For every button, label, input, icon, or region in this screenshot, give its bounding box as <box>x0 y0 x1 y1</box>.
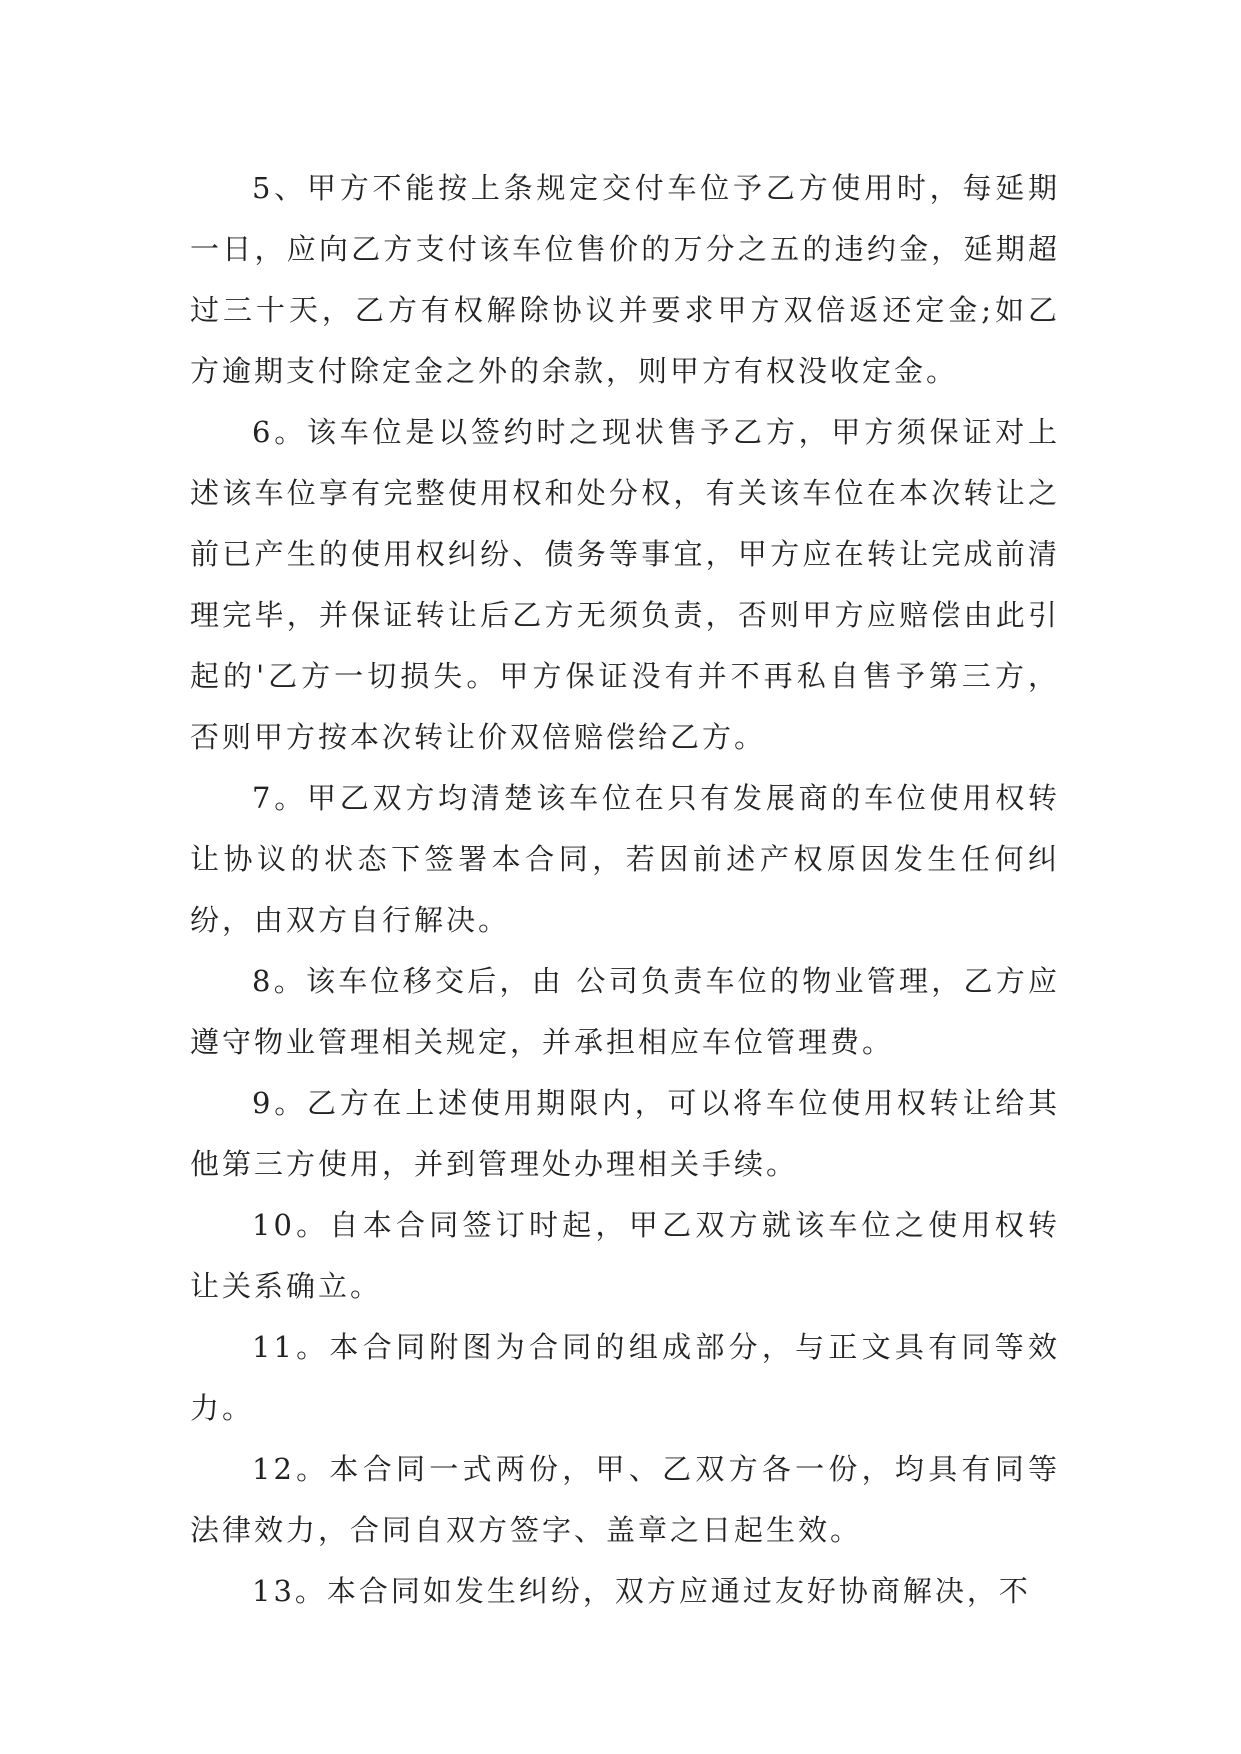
clause-11: 11。本合同附图为合同的组成部分，与正文具有同等效力。 <box>190 1330 1060 1425</box>
contract-body <box>190 158 1060 1622</box>
clause-8: 8。该车位移交后，由 公司负责车位的物业管理，乙方应遵守物业管理相关规定，并承担相应车位管理费。 <box>190 964 1060 1059</box>
clause-5: 5、甲方不能按上条规定交付车位予乙方使用时，每延期一日，应向乙方支付该车位售价的万分之五的违约金，延期超过三十天，乙方有权解除协议并要求甲方双倍返还定金;如乙方逾期支付除定金之外的余款，则甲方有权没收定金。 <box>190 171 1060 388</box>
clause-6: 6。该车位是以签约时之现状售予乙方，甲方须保证对上述该车位享有完整使用权和处分权，有关该车位在本次转让之前已产生的使用权纠纷、债务等事宜，甲方应在转让完成前清理完毕，并保证转让后乙方无须负责，否则甲方应赔偿由此引起的'乙方一切损失。甲方保证没有并不再私自售予第三方，否则甲方按本次转让价双倍赔偿给乙方。 <box>190 415 1060 754</box>
clause-13: 13。本合同如发生纠纷，双方应通过友好协商解决，不 <box>252 1574 1031 1608</box>
clause-9: 9。乙方在上述使用期限内，可以将车位使用权转让给其他第三方使用，并到管理处办理相关手续。 <box>190 1086 1060 1181</box>
clause-10: 10。自本合同签订时起，甲乙双方就该车位之使用权转让关系确立。 <box>190 1208 1060 1303</box>
clause-7: 7。甲乙双方均清楚该车位在只有发展商的车位使用权转让协议的状态下签署本合同，若因前述产权原因发生任何纠纷，由双方自行解决。 <box>190 781 1060 937</box>
clause-12: 12。本合同一式两份，甲、乙双方各一份，均具有同等法律效力，合同自双方签字、盖章之日起生效。 <box>190 1452 1060 1547</box>
